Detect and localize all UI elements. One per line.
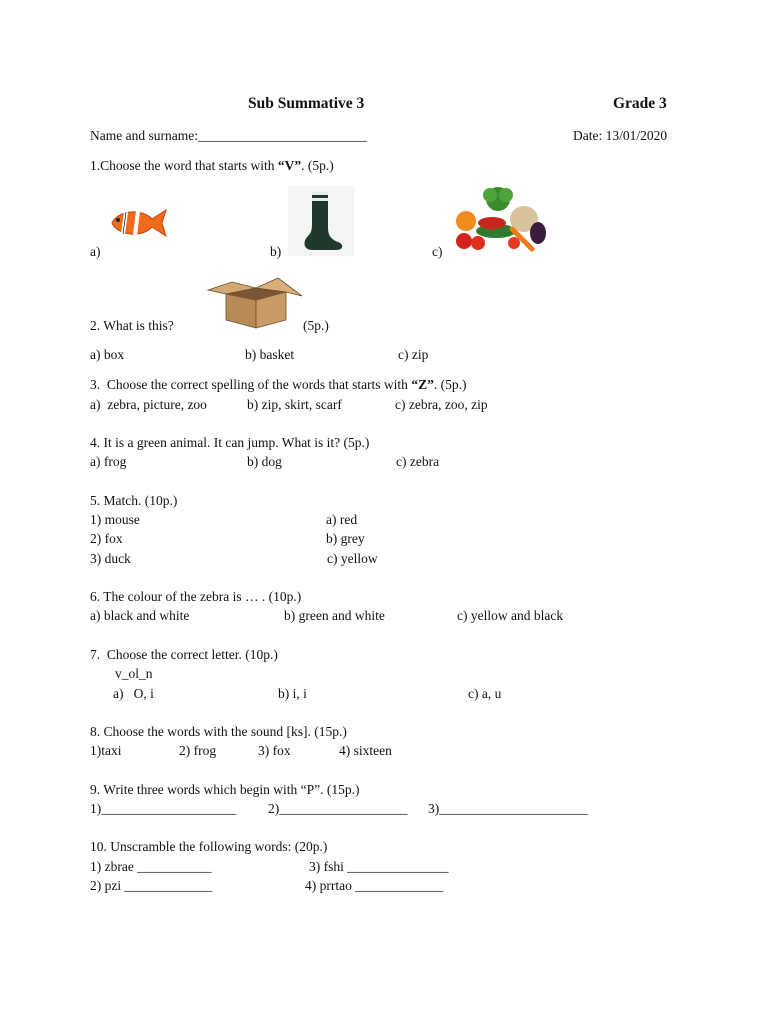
q1-option-b: b) <box>270 244 282 259</box>
question-9: 9. Write three words which begin with “P”. (15p.) <box>90 782 360 797</box>
q8-option: 3) fox <box>258 743 291 758</box>
q7-word: v_ol_n <box>115 666 153 681</box>
question-6: 6. The colour of the zebra is … . (10p.) <box>90 589 302 604</box>
q3-option-b: b) zip, skirt, scarf <box>247 397 342 412</box>
q5-right-item: c) yellow <box>327 551 378 566</box>
q6-option-a: a) black and white <box>90 608 190 623</box>
q2-option-c: c) zip <box>398 347 429 362</box>
q9-blank: 3)______________________ <box>428 801 588 816</box>
q4-option-c: c) zebra <box>396 454 440 469</box>
q9-blank: 1)____________________ <box>90 801 237 816</box>
q8-option: 1)taxi <box>90 743 122 758</box>
q1-letter: “V” <box>277 158 302 173</box>
q5-left-item: 1) mouse <box>90 512 140 527</box>
q7-option-c: c) a, u <box>468 686 502 701</box>
question-7: 7. Choose the correct letter. (10p.) <box>90 647 278 662</box>
name-label: Name and surname: <box>90 128 198 143</box>
q5-left-item: 2) fox <box>90 531 123 546</box>
q5-right-item: a) red <box>326 512 358 527</box>
question-1: 1.Choose the word that starts with “V”. (5p.) <box>90 158 334 173</box>
question-2: 2. What is this? <box>90 318 174 333</box>
q3-option-a: a) zebra, picture, zoo <box>90 397 207 412</box>
q2-option-b: b) basket <box>245 347 295 362</box>
question-4: 4. It is a green animal. It can jump. What is it? (5p.) <box>90 435 370 450</box>
q3-letter: “Z” <box>411 377 434 392</box>
question-5: 5. Match. (10p.) <box>90 493 178 508</box>
question-10: 10. Unscramble the following words: (20p.) <box>90 839 328 854</box>
q1-option-a: a) <box>90 244 101 259</box>
q4-option-a: a) frog <box>90 454 127 469</box>
sock-image <box>288 186 354 256</box>
q6-option-c: c) yellow and black <box>457 608 564 623</box>
q2-points: (5p.) <box>303 318 329 333</box>
q10-item: 2) pzi _____________ <box>90 878 213 893</box>
grade-label: Grade 3 <box>613 95 667 112</box>
q5-right-item: b) grey <box>326 531 365 546</box>
name-field <box>90 128 367 144</box>
q8-option: 2) frog <box>179 743 217 758</box>
q10-item: 1) zbrae ___________ <box>90 859 212 874</box>
vegetables-image <box>452 185 548 253</box>
q9-blank: 2)___________________ <box>268 801 408 816</box>
question-8: 8. Choose the words with the sound [ks]. (15p.) <box>90 724 347 739</box>
q8-option: 4) sixteen <box>339 743 392 758</box>
q7-option-b: b) i, i <box>278 686 307 701</box>
question-3: 3. Choose the correct spelling of the words that starts with “Z”. (5p.) <box>90 377 467 392</box>
q2-option-a: a) box <box>90 347 125 362</box>
q5-left-item: 3) duck <box>90 551 131 566</box>
date-label: Date: 13/01/2020 <box>573 128 668 143</box>
name-blank: _________________________ <box>197 128 367 143</box>
worksheet-title: Sub Summative 3 <box>248 95 365 112</box>
q10-item: 4) prrtao _____________ <box>305 878 443 893</box>
fish-image <box>108 206 168 240</box>
q6-option-b: b) green and white <box>284 608 385 623</box>
q1-option-c: c) <box>432 244 443 259</box>
q10-item: 3) fshi _______________ <box>309 859 449 874</box>
q4-option-b: b) dog <box>247 454 282 469</box>
q3-option-c: c) zebra, zoo, zip <box>395 397 488 412</box>
q7-option-a: a) O, i <box>113 686 154 701</box>
box-image <box>206 276 304 330</box>
